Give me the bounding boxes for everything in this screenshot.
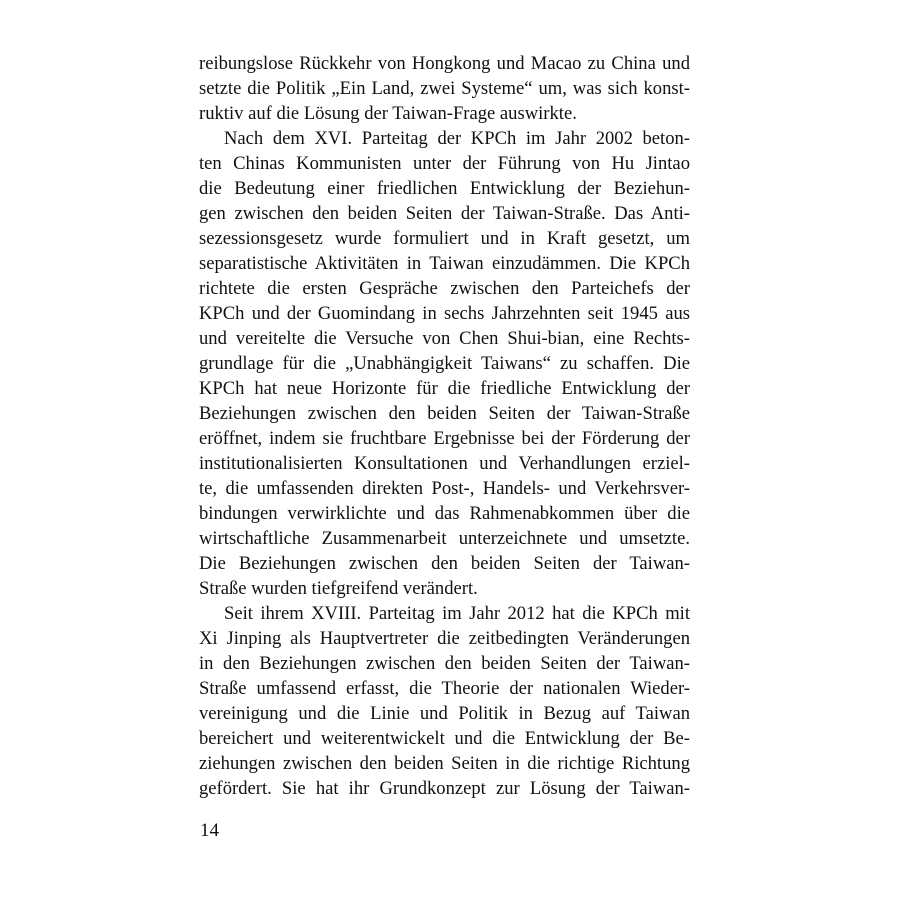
text-line: ruktiv auf die Lösung der Taiwan-Frage auswirkte. [199, 103, 577, 124]
text-line: separatistische Aktivitäten in Taiwan einzudämmen. Die KPCh [199, 253, 690, 274]
text-line: grundlage für die „Unabhängigkeit Taiwans“ zu schaffen. Die [199, 353, 690, 374]
text-line: Seit ihrem XVIII. Parteitag im Jahr 2012 hat die KPCh mit [224, 603, 690, 624]
text-line: bereichert und weiterentwickelt und die Entwicklung der Be- [199, 728, 690, 749]
text-line: Straße umfassend erfasst, die Theorie der nationalen Wieder- [199, 678, 690, 699]
text-line: in den Beziehungen zwischen den beiden Seiten der Taiwan- [199, 653, 690, 674]
text-line: wirtschaftliche Zusammenarbeit unterzeichnete und umsetzte. [199, 528, 690, 549]
text-line: KPCh hat neue Horizonte für die friedliche Entwicklung der [199, 378, 690, 399]
text-line: richtete die ersten Gespräche zwischen den Parteichefs der [199, 278, 690, 299]
text-line: die Bedeutung einer friedlichen Entwicklung der Beziehun- [199, 178, 690, 199]
text-line: reibungslose Rückkehr von Hongkong und Macao zu China und [199, 53, 690, 74]
text-line: bindungen verwirklichte und das Rahmenabkommen über die [199, 503, 690, 524]
text-line: Die Beziehungen zwischen den beiden Seiten der Taiwan- [199, 553, 690, 574]
text-line: te, die umfassenden direkten Post-, Handels- und Verkehrsver- [199, 478, 690, 499]
text-line: sezessionsgesetz wurde formuliert und in Kraft gesetzt, um [199, 228, 690, 249]
text-line: eröffnet, indem sie fruchtbare Ergebnisse bei der Förderung der [199, 428, 690, 449]
text-line: gen zwischen den beiden Seiten der Taiwan-Straße. Das Anti- [199, 203, 690, 224]
text-line: KPCh und der Guomindang in sechs Jahrzehnten seit 1945 aus [199, 303, 690, 324]
text-line: gefördert. Sie hat ihr Grundkonzept zur Lösung der Taiwan- [199, 778, 690, 799]
text-line: ziehungen zwischen den beiden Seiten in die richtige Richtung [199, 753, 690, 774]
text-line: und vereitelte die Versuche von Chen Shui-bian, eine Rechts- [199, 328, 690, 349]
text-line: ten Chinas Kommunisten unter der Führung von Hu Jintao [199, 153, 690, 174]
text-line: Nach dem XVI. Parteitag der KPCh im Jahr 2002 beton- [224, 128, 690, 149]
text-line: vereinigung und die Linie und Politik in Bezug auf Taiwan [199, 703, 690, 724]
text-line: Beziehungen zwischen den beiden Seiten der Taiwan-Straße [199, 403, 690, 424]
text-line: Xi Jinping als Hauptvertreter die zeitbedingten Veränderungen [199, 628, 690, 649]
text-line: institutionalisierten Konsultationen und Verhandlungen erziel- [199, 453, 690, 474]
text-line: Straße wurden tiefgreifend verändert. [199, 578, 478, 599]
text-line: setzte die Politik „Ein Land, zwei Systeme“ um, was sich konst- [199, 78, 690, 99]
page-number: 14 [200, 820, 219, 841]
